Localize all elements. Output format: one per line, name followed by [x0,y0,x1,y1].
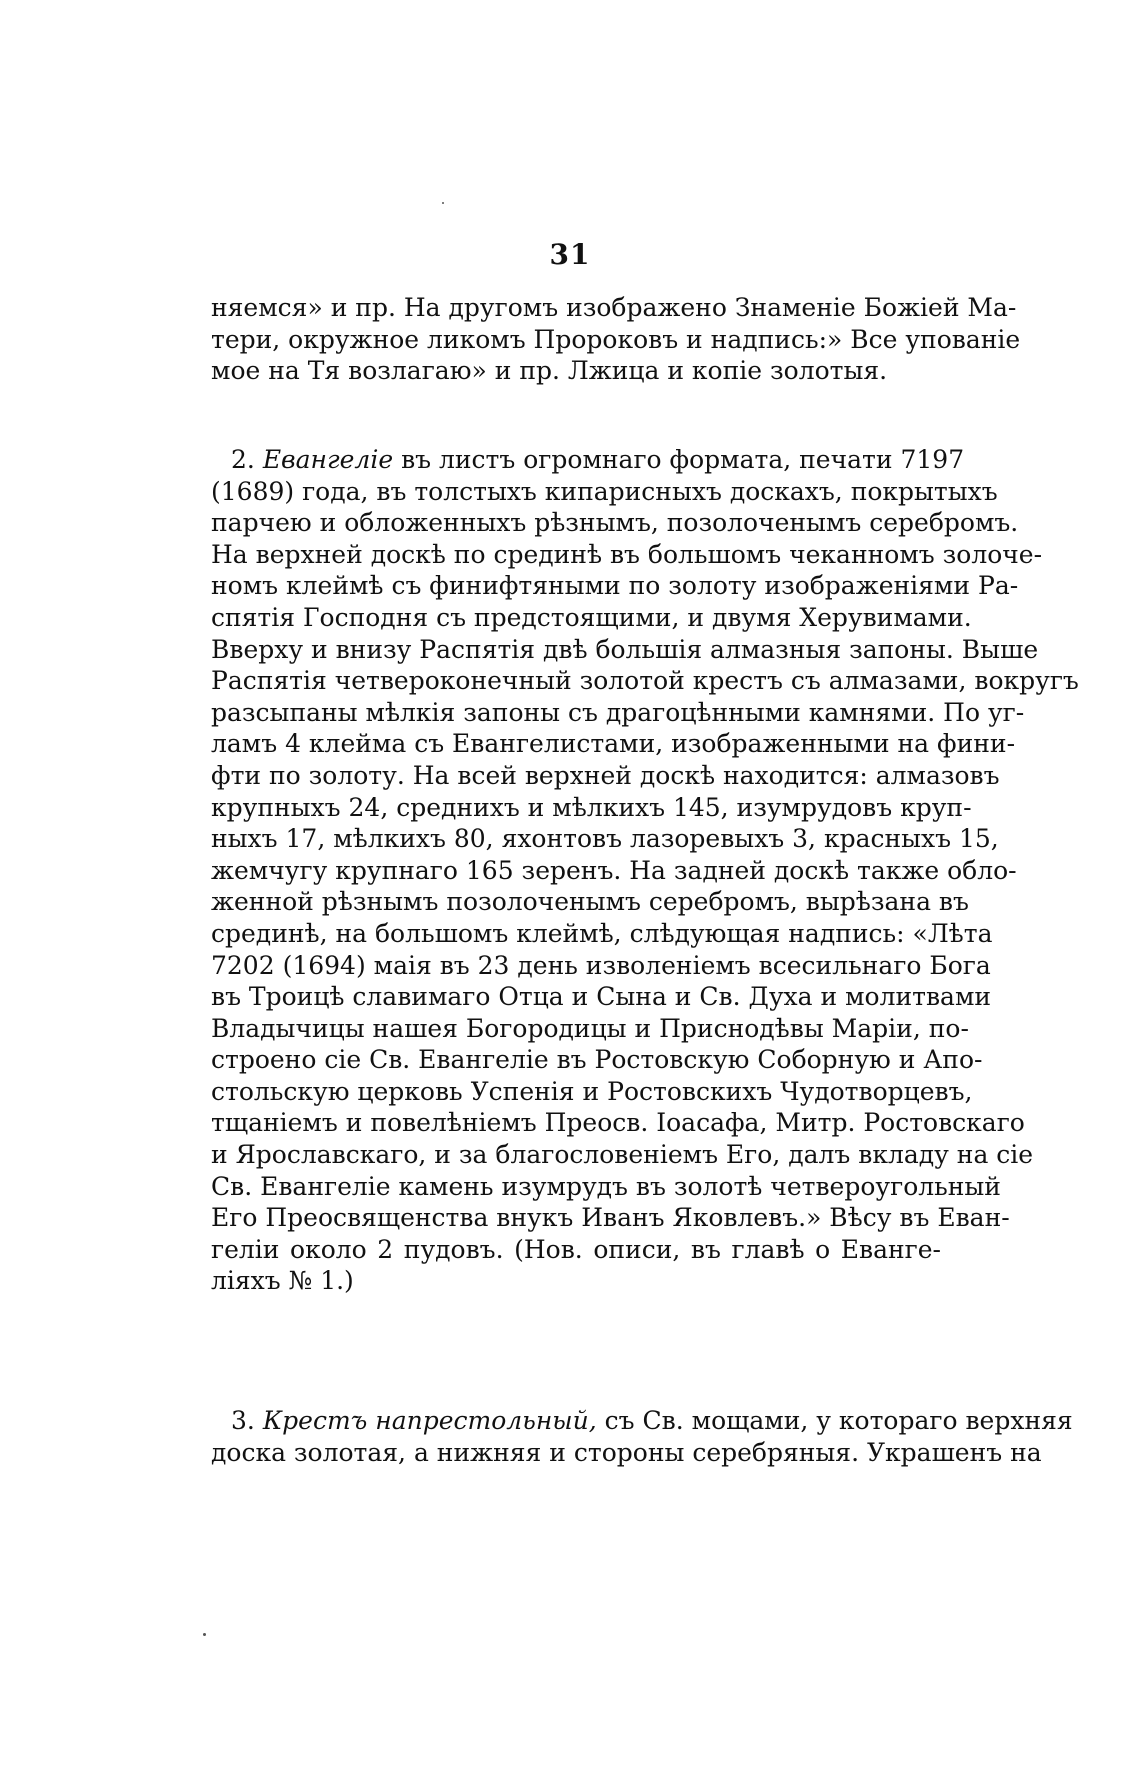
text-line: фти по золоту. На всей верхней доскѣ находится: алмазовъ [211,760,1000,790]
text-line: Св. Евангеліе камень изумрудъ въ золотѣ четвероугольный [211,1171,1001,1201]
text-line: номъ клеймѣ съ финифтяными по золоту изображеніями Ра- [211,571,1019,601]
item-number: 2. [231,445,255,474]
text-line: няемся» и пр. На другомъ изображено Знаменіе Божіей Ма- [211,293,1017,322]
text-line: стольскую церковь Успенія и Ростовскихъ Чудотворцевъ, [211,1076,973,1106]
text-fragment: въ листъ огромнаго формата, печати 7197 [401,445,965,474]
text-line: женной рѣзнымъ позолоченымъ серебромъ, вырѣзана въ [211,887,969,917]
text-line: жемчугу крупнаго 165 зеренъ. На задней доскѣ также обло- [211,855,1017,885]
text-line-first [211,1405,1073,1437]
text-line: Распятія четвероконечный золотой крестъ съ алмазами, вокругъ [211,666,1079,696]
text-line: Владычицы нашея Богородицы и Приснодѣвы Маріи, по- [211,1013,969,1043]
scan-speck [442,202,444,204]
text-line: строено сіе Св. Евангеліе въ Ростовскую Соборную и Апо- [211,1045,983,1075]
page-number: 31 [549,238,591,271]
text-line: парчею и обложенныхъ рѣзнымъ, позолоченымъ серебромъ. [211,508,1019,538]
text-line: доска золотая, а нижняя и стороны серебряныя. Украшенъ на [211,1437,1042,1467]
text-fragment: съ Св. мощами, у котораго верхняя [604,1406,1073,1435]
item-title: Крестъ напрестольный, [262,1406,597,1435]
text-line: спятія Господня съ предстоящими, и двумя Херувимами. [211,602,972,632]
text-line: тщаніемъ и повелѣніемъ Преосв. Іоасафа, Митр. Ростовскаго [211,1108,1025,1138]
text-line: Его Преосвященства внукъ Иванъ Яковлевъ.» Вѣсу въ Еван- [211,1203,1010,1233]
text-line: въ Троицѣ славимаго Отца и Сына и Св. Духа и молитвами [211,982,992,1012]
text-line: ныхъ 17, мѣлкихъ 80, яхонтовъ лазоревыхъ 3, красныхъ 15, [211,824,999,854]
text-line: Вверху и внизу Распятія двѣ большія алмазныя запоны. Выше [211,634,1039,664]
text-line: разсыпаны мѣлкія запоны съ драгоцѣнными камнями. По уг- [211,697,1025,727]
item-number: 3. [231,1406,255,1435]
text-line: 7202 (1694) маія въ 23 день изволеніемъ всесильнаго Бога [211,950,991,980]
paragraph-altar-cross [211,1405,1073,1468]
text-line: геліи около 2 пудовъ. (Нов. описи, въ главѣ о Еванге- [211,1234,941,1264]
text-line: и Ярославскаго, и за благословеніемъ Его, далъ вкладу на сіе [211,1140,1034,1170]
text-line: крупныхъ 24, среднихъ и мѣлкихъ 145, изумрудовъ круп- [211,792,972,822]
item-title: Евангеліе [262,445,394,474]
paragraph-continuation [211,292,1021,387]
scan-speck [203,1633,206,1636]
text-line: На верхней доскѣ по срединѣ въ большомъ чеканномъ золоче- [211,539,1043,569]
text-line: (1689) года, въ толстыхъ кипарисныхъ доскахъ, покрытыхъ [211,476,998,506]
text-line: ліяхъ № 1.) [211,1266,354,1296]
text-line: срединѣ, на большомъ клеймѣ, слѣдующая надпись: «Лѣта [211,918,993,948]
text-line-first [211,444,965,476]
text-line: ламъ 4 клейма съ Евангелистами, изображенными на фини- [211,729,1016,759]
paragraph-gospel [211,444,1079,1297]
text-line: тери, окружное ликомъ Пророковъ и надпись:» Все упованіе [211,324,1021,354]
text-line: мое на Тя возлагаю» и пр. Лжица и копіе золотыя. [211,356,888,386]
